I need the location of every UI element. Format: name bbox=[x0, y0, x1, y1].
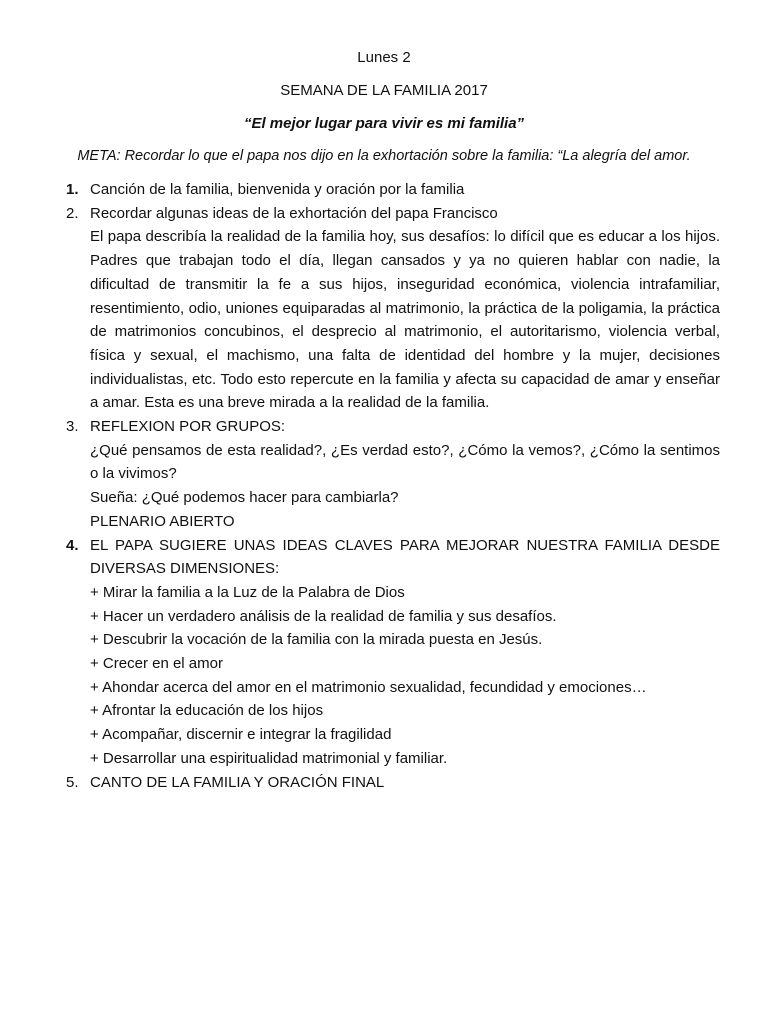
bullet-line: + Crecer en el amor bbox=[90, 655, 223, 673]
item-note: Sueña: ¿Qué podemos hacer para cambiarla? bbox=[90, 489, 399, 507]
bullet-line: + Afrontar la educación de los hijos bbox=[90, 702, 324, 720]
list-item bbox=[0, 202, 720, 415]
item-number: 3. bbox=[66, 418, 79, 436]
motto: “El mejor lugar para vivir es mi familia” bbox=[243, 115, 525, 132]
item-paragraph: El papa describía la realidad de la familia hoy, sus desafíos: lo difícil que es educar a los hijos. Padres que trabajan todo el día, llegan cansados y ya no quieren hablar con nadie, la dificultad de transmitir la fe a sus hijos, inseguridad económica, violencia intrafamiliar, resentimiento, odio, uniones equiparadas al matrimonio, la práctica de la poligamia, la práctica de matrimonios concubinos, el desprecio al matrimonio, el autoritarismo, violencia verbal, física y sexual, el machismo, una falta de identidad del hombre y la mujer, decisiones individualistas, etc. Todo esto repercute en la familia y afecta su capacidad de amar y enseñar a amar. Esta es una breve mirada a la realidad de la familia. bbox=[90, 228, 720, 412]
list-item bbox=[0, 415, 720, 534]
item-number: 4. bbox=[66, 536, 79, 554]
item-number: 2. bbox=[66, 204, 79, 222]
bullet-line: + Acompañar, discernir e integrar la fragilidad bbox=[90, 726, 392, 744]
item-number: 5. bbox=[66, 773, 79, 791]
item-paragraph: ¿Qué pensamos de esta realidad?, ¿Es verdad esto?, ¿Cómo la vemos?, ¿Cómo la sentimos o la vivimos? bbox=[90, 441, 720, 483]
item-number: 1. bbox=[66, 181, 79, 198]
bullet-line: + Ahondar acerca del amor en el matrimonio sexualidad, fecundidad y emociones… bbox=[90, 678, 647, 696]
goal-statement: META: Recordar lo que el papa nos dijo en la exhortación sobre la familia: “La alegría del amor. bbox=[77, 148, 691, 164]
list-item bbox=[0, 771, 720, 795]
item-title: EL PAPA SUGIERE UNAS IDEAS CLAVES PARA MEJORAR NUESTRA FAMILIA DESDE DIVERSAS DIMENSIONES: bbox=[90, 536, 720, 578]
item-title: CANTO DE LA FAMILIA Y ORACIÓN FINAL bbox=[90, 773, 385, 791]
list-item bbox=[0, 178, 720, 202]
list-item bbox=[0, 534, 720, 771]
item-title: Recordar algunas ideas de la exhortación del papa Francisco bbox=[90, 204, 498, 222]
bullet-line: + Descubrir la vocación de la familia con la mirada puesta en Jesús. bbox=[90, 631, 543, 649]
day-heading: Lunes 2 bbox=[357, 49, 411, 66]
bullet-line: + Hacer un verdadero análisis de la realidad de familia y sus desafíos. bbox=[90, 607, 557, 625]
agenda-list bbox=[0, 178, 768, 794]
item-note: PLENARIO ABIERTO bbox=[90, 512, 235, 530]
bullet-line: + Desarrollar una espiritualidad matrimonial y familiar. bbox=[90, 749, 448, 767]
item-title: REFLEXION POR GRUPOS: bbox=[90, 418, 286, 436]
bullet-line: + Mirar la familia a la Luz de la Palabra de Dios bbox=[90, 583, 405, 601]
item-title: Canción de la familia, bienvenida y oración por la familia bbox=[90, 181, 465, 198]
week-title: SEMANA DE LA FAMILIA 2017 bbox=[280, 82, 488, 99]
